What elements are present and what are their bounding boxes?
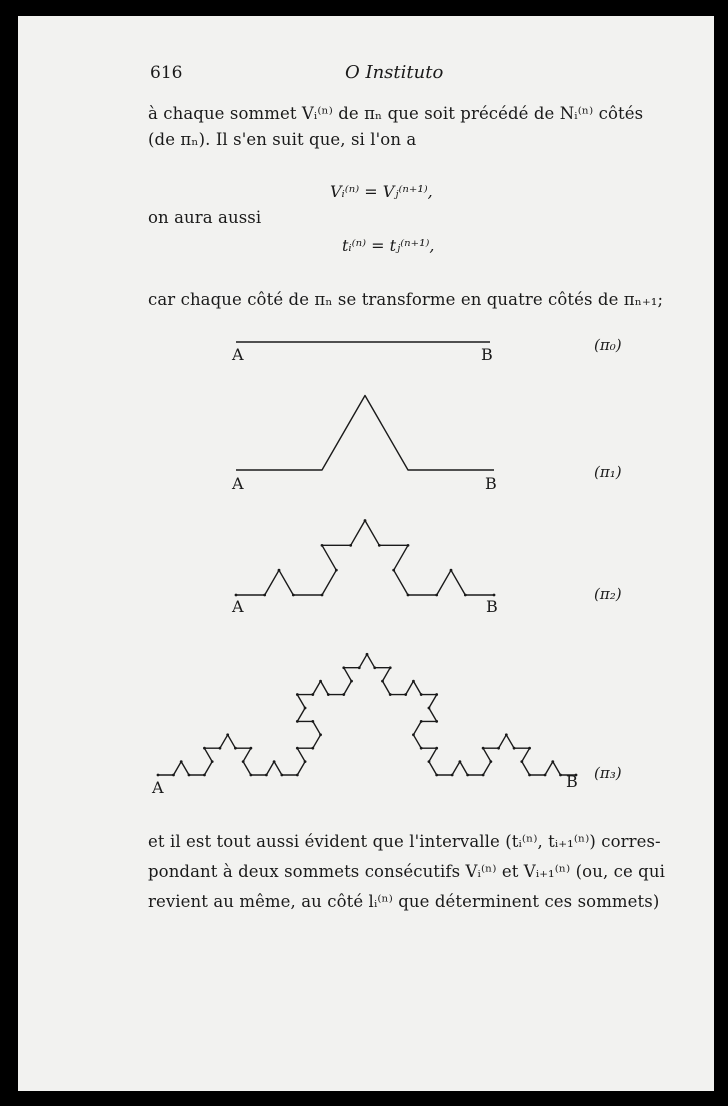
koch-vertex-pi2 <box>263 594 266 597</box>
koch-vertex-pi2 <box>450 569 453 572</box>
koch-vertex-pi3 <box>203 747 206 750</box>
koch-vertex-pi2 <box>364 519 367 522</box>
koch-vertex-pi3 <box>188 774 191 777</box>
koch-vertex-pi3 <box>172 774 175 777</box>
koch-vertex-pi3 <box>528 774 531 777</box>
koch-vertex-pi3 <box>466 774 469 777</box>
point-a-label-pi3: A <box>152 778 164 797</box>
koch-vertex-pi3 <box>497 747 500 750</box>
koch-vertex-pi2 <box>392 569 395 572</box>
koch-vertex-pi3 <box>420 747 423 750</box>
koch-vertex-pi3 <box>311 747 314 750</box>
koch-vertex-pi3 <box>296 693 299 696</box>
figure-label-pi0: (π₀) <box>594 336 622 354</box>
koch-vertex-pi3 <box>304 760 307 763</box>
koch-vertex-pi3 <box>366 653 369 656</box>
koch-vertex-pi2 <box>464 594 467 597</box>
koch-vertex-pi3 <box>482 774 485 777</box>
koch-vertex-pi3 <box>311 693 314 696</box>
point-a-label-pi0: A <box>232 345 244 364</box>
koch-vertex-pi2 <box>292 594 295 597</box>
koch-vertex-pi3 <box>428 707 431 710</box>
koch-vertex-pi3 <box>428 760 431 763</box>
koch-curve-pi1 <box>236 396 494 471</box>
koch-vertex-pi3 <box>327 693 330 696</box>
koch-vertex-pi3 <box>505 733 508 736</box>
koch-vertex-pi2 <box>407 594 410 597</box>
koch-vertex-pi2 <box>278 569 281 572</box>
equation-vertices: Vᵢ⁽ⁿ⁾ = Vⱼ⁽ⁿ⁺¹⁾, <box>330 182 433 201</box>
koch-vertex-pi3 <box>489 760 492 763</box>
koch-vertex-pi3 <box>482 747 485 750</box>
koch-vertex-pi3 <box>412 680 415 683</box>
koch-vertex-pi3 <box>544 774 547 777</box>
koch-vertex-pi3 <box>234 747 237 750</box>
koch-vertex-pi3 <box>157 774 160 777</box>
koch-vertex-pi3 <box>358 666 361 669</box>
koch-vertex-pi2 <box>493 594 496 597</box>
koch-vertex-pi3 <box>296 774 299 777</box>
koch-vertex-pi3 <box>520 760 523 763</box>
koch-vertex-pi2 <box>321 594 324 597</box>
paragraph-line: revient au même, au côté lᵢ⁽ⁿ⁾ que déterminent ces sommets) <box>148 892 660 911</box>
koch-vertex-pi3 <box>203 774 206 777</box>
point-a-label-pi1: A <box>232 474 244 493</box>
koch-vertex-pi3 <box>350 680 353 683</box>
koch-vertex-pi3 <box>304 707 307 710</box>
koch-vertex-pi3 <box>435 720 438 723</box>
koch-vertex-pi3 <box>296 747 299 750</box>
figure-label-pi1: (π₁) <box>594 463 622 481</box>
koch-vertex-pi3 <box>412 733 415 736</box>
figure-label-pi3: (π₃) <box>594 764 622 782</box>
koch-vertex-pi3 <box>296 720 299 723</box>
paragraph-line: car chaque côté de πₙ se transforme en quatre côtés de πₙ₊₁; <box>148 290 664 309</box>
point-b-label-pi0: B <box>481 345 493 364</box>
koch-vertex-pi3 <box>435 693 438 696</box>
koch-vertex-pi3 <box>435 747 438 750</box>
koch-vertex-pi3 <box>226 733 229 736</box>
paragraph-line: on aura aussi <box>148 208 262 227</box>
koch-curve-pi2 <box>236 521 494 596</box>
paragraph-line: et il est tout aussi évident que l'intervalle (tᵢ⁽ⁿ⁾, tᵢ₊₁⁽ⁿ⁾) corres- <box>148 832 661 851</box>
koch-vertex-pi3 <box>211 760 214 763</box>
koch-vertex-pi3 <box>451 774 454 777</box>
paragraph-line: pondant à deux sommets consécutifs Vᵢ⁽ⁿ⁾ et Vᵢ₊₁⁽ⁿ⁾ (ou, ce qui <box>148 862 665 881</box>
koch-vertex-pi3 <box>311 720 314 723</box>
point-b-label-pi3: B <box>566 772 578 791</box>
koch-vertex-pi3 <box>249 774 252 777</box>
koch-vertex-pi3 <box>389 666 392 669</box>
point-a-label-pi2: A <box>232 597 244 616</box>
koch-vertex-pi3 <box>273 760 276 763</box>
koch-vertex-pi2 <box>378 544 381 547</box>
koch-curve-pi3 <box>158 654 576 775</box>
koch-vertex-pi3 <box>265 774 268 777</box>
koch-vertex-pi3 <box>381 680 384 683</box>
koch-vertex-pi3 <box>249 747 252 750</box>
page-number: 616 <box>150 63 183 83</box>
koch-vertex-pi3 <box>559 774 562 777</box>
paragraph-line: (de πₙ). Il s'en suit que, si l'on a <box>148 130 417 149</box>
koch-vertex-pi3 <box>242 760 245 763</box>
koch-vertex-pi2 <box>349 544 352 547</box>
koch-vertex-pi3 <box>420 720 423 723</box>
koch-vertex-pi3 <box>420 693 423 696</box>
journal-title: O Instituto <box>345 62 444 83</box>
koch-vertex-pi3 <box>435 774 438 777</box>
koch-vertex-pi2 <box>407 544 410 547</box>
paragraph-line: à chaque sommet Vᵢ⁽ⁿ⁾ de πₙ que soit précédé de Nᵢ⁽ⁿ⁾ côtés <box>148 104 644 123</box>
koch-vertex-pi3 <box>373 666 376 669</box>
koch-vertex-pi2 <box>321 544 324 547</box>
koch-vertex-pi3 <box>389 693 392 696</box>
koch-vertex-pi3 <box>342 693 345 696</box>
koch-vertex-pi3 <box>319 733 322 736</box>
koch-vertex-pi3 <box>551 760 554 763</box>
koch-vertex-pi2 <box>235 594 238 597</box>
koch-vertex-pi3 <box>528 747 531 750</box>
koch-vertex-pi3 <box>342 666 345 669</box>
koch-vertex-pi2 <box>435 594 438 597</box>
koch-vertex-pi3 <box>513 747 516 750</box>
point-b-label-pi2: B <box>486 597 498 616</box>
koch-vertex-pi3 <box>458 760 461 763</box>
koch-vertex-pi3 <box>280 774 283 777</box>
point-b-label-pi1: B <box>485 474 497 493</box>
koch-vertex-pi2 <box>335 569 338 572</box>
koch-vertex-pi3 <box>219 747 222 750</box>
koch-vertex-pi3 <box>319 680 322 683</box>
koch-vertex-pi3 <box>404 693 407 696</box>
figure-label-pi2: (π₂) <box>594 585 622 603</box>
equation-intervals: tᵢ⁽ⁿ⁾ = tⱼ⁽ⁿ⁺¹⁾, <box>342 236 435 255</box>
koch-vertex-pi3 <box>180 760 183 763</box>
